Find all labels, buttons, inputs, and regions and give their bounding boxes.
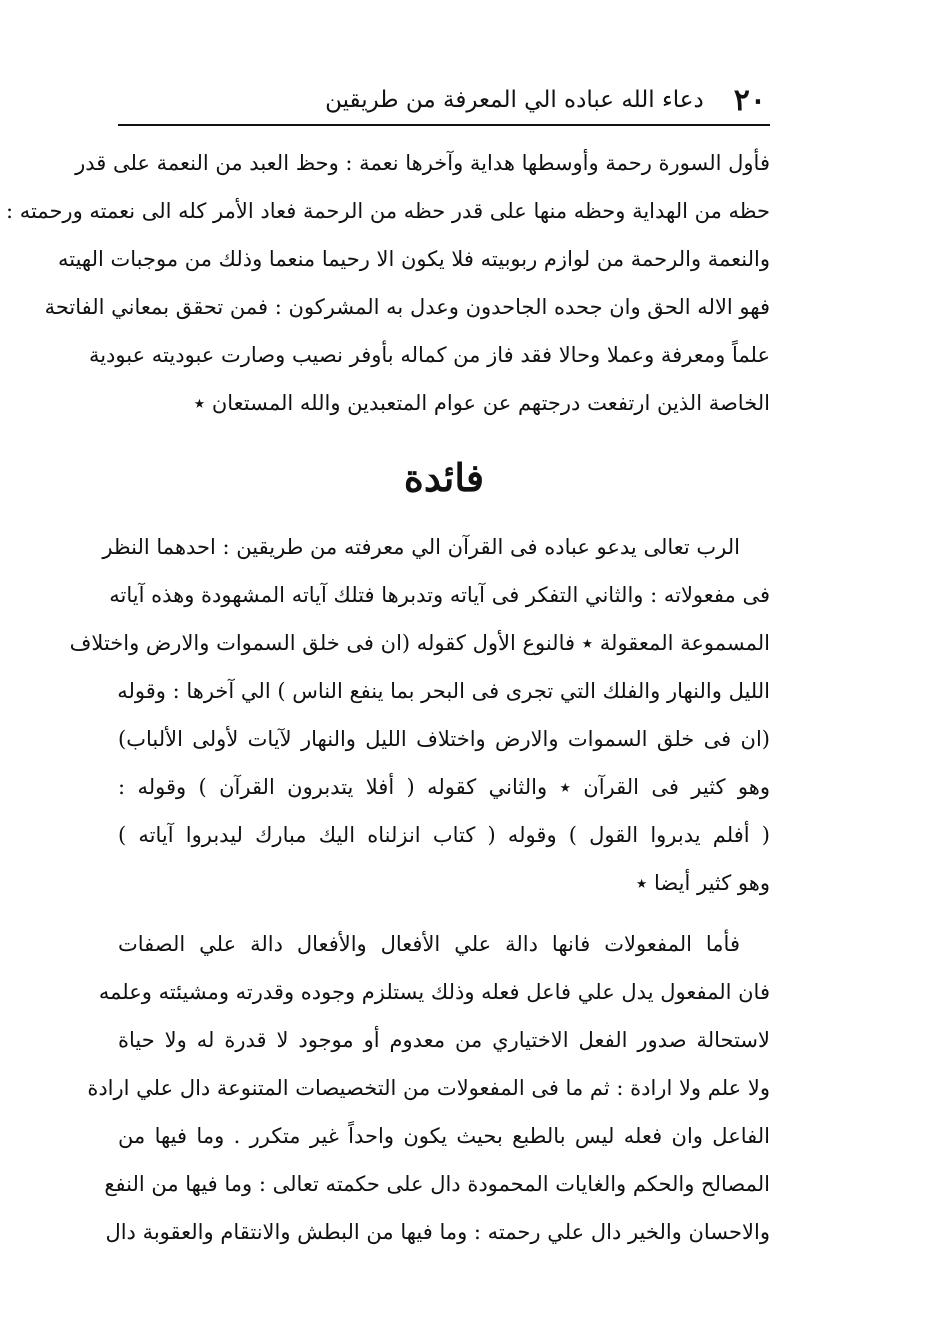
- running-head: دعاء الله عباده الي المعرفة من طريقين: [325, 87, 704, 113]
- text-line: فأما المفعولات فانها دالة علي الأفعال والأفعال دالة علي الصفات: [118, 932, 740, 956]
- text-line: المسموعة المعقولة ٭ فالنوع الأول كقوله (ان فى خلق السموات والارض واختلاف: [69, 631, 770, 655]
- text-line: والاحسان والخير دال علي رحمته : وما فيها من البطش والانتقام والعقوبة دال: [105, 1220, 770, 1244]
- text-line: حظه من الهداية وحظه منها على قدر حظه من الرحمة فعاد الأمر كله الى نعمته ورحمته :: [5, 199, 770, 223]
- paragraph-2: [69, 523, 770, 907]
- text-line: المصالح والحكم والغايات المحمودة دال على حكمته تعالى : وما فيها من النفع: [104, 1172, 770, 1196]
- text-line: الفاعل وان فعله ليس بالطبع بحيث يكون واحداً غير متكرر . وما فيها من: [118, 1124, 770, 1148]
- text-line: فان المفعول يدل علي فاعل فعله وذلك يستلزم وجوده وقدرته ومشيئته وعلمه: [98, 980, 770, 1004]
- text-line: لاستحالة صدور الفعل الاختياري من معدوم أو موجود لا قدرة له ولا حياة: [118, 1028, 770, 1052]
- text-line: ولا علم ولا ارادة : ثم ما فى المفعولات من التخصيصات المتنوعة دال علي ارادة: [87, 1076, 770, 1100]
- text-line: فأول السورة رحمة وأوسطها هداية وآخرها نعمة : وحظ العبد من النعمة على قدر: [75, 151, 770, 175]
- page-number: ٢٠: [733, 82, 766, 118]
- text-line: الخاصة الذين ارتفعت درجتهم عن عوام المتعبدين والله المستعان ٭: [193, 391, 770, 415]
- text-line: والنعمة والرحمة من لوازم ربوبيته فلا يكون الا رحيما منعما وذلك من موجبات الهيته: [57, 247, 770, 271]
- text-line: فى مفعولاته : والثاني التفكر فى آياته وتدبرها فتلك آياته المشهودة وهذه آياته: [109, 583, 770, 607]
- text-line: علماً ومعرفة وعملا وحالا فقد فاز من كماله بأوفر نصيب وصارت عبوديته عبودية: [88, 343, 770, 367]
- text-line: وهو كثير أيضا ٭: [635, 871, 770, 895]
- section-title: فائدة: [403, 455, 485, 500]
- header-rule: [118, 124, 770, 126]
- text-line: فهو الاله الحق وان جحده الجاحدون وعدل به المشركون : فمن تحقق بمعاني الفاتحة: [44, 295, 770, 319]
- page-header: [120, 78, 770, 122]
- paragraph-3: [87, 920, 770, 1256]
- text-line: (ان فى خلق السموات والارض واختلاف الليل والنهار لآيات لأولى الألباب): [118, 727, 770, 751]
- paragraph-1: [5, 139, 770, 427]
- text-line: الليل والنهار والفلك التي تجرى فى البحر بما ينفع الناس ) الي آخرها : وقوله: [117, 679, 770, 703]
- text-line: وهو كثير فى القرآن ٭ والثاني كقوله ( أفلا يتدبرون القرآن ) وقوله :: [118, 775, 770, 799]
- text-line: ( أفلم يدبروا القول ) وقوله ( كتاب انزلناه اليك مبارك ليدبروا آياته ): [118, 823, 770, 847]
- text-line: الرب تعالى يدعو عباده فى القرآن الي معرفته من طريقين : احدهما النظر: [102, 535, 740, 559]
